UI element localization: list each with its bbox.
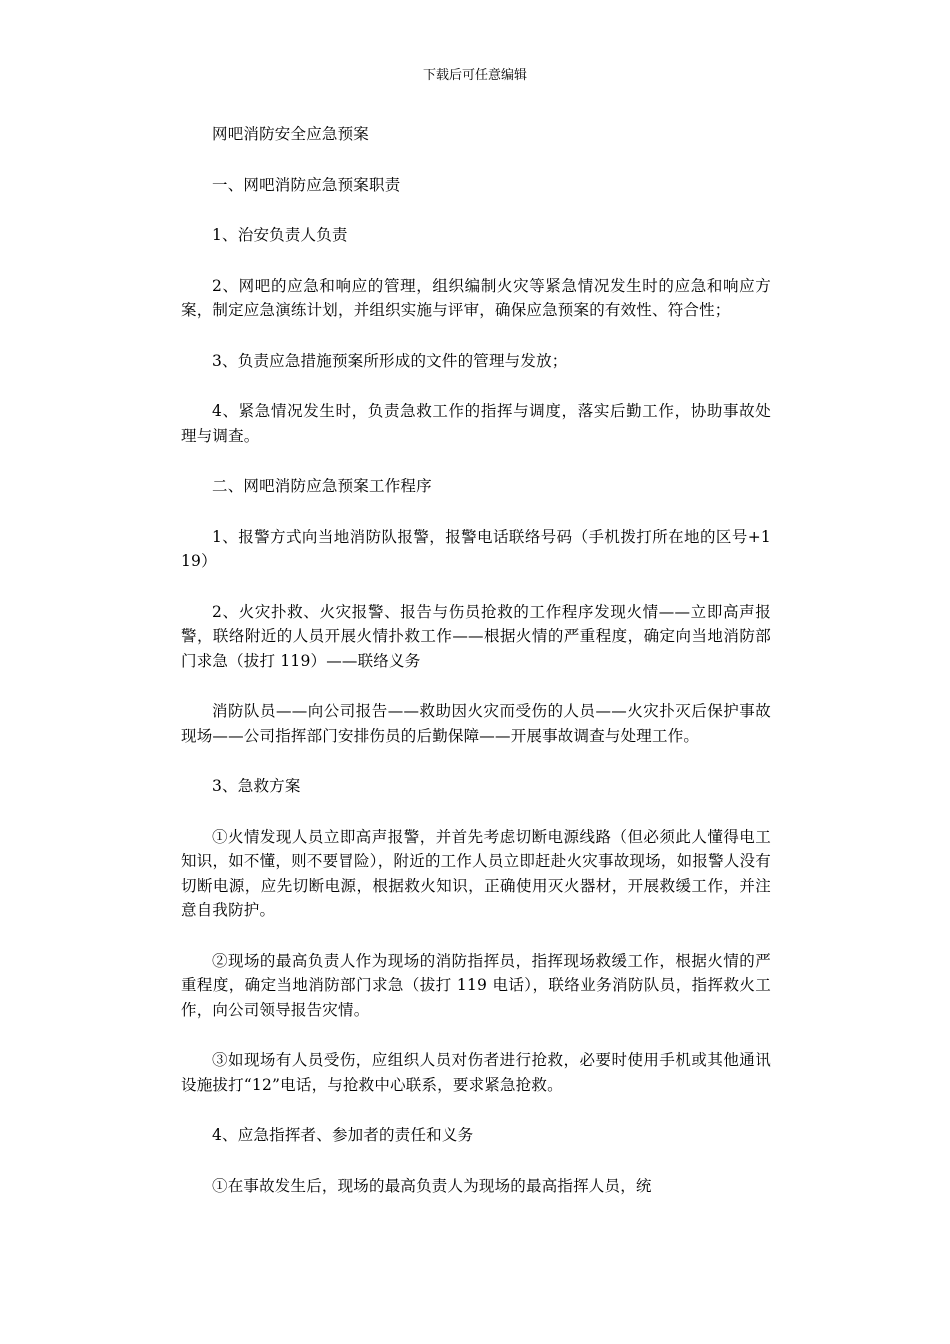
section-heading-1: 一、网吧消防应急预案职责: [212, 175, 401, 194]
document-body: [181, 122, 771, 1224]
paragraph: ①在事故发生后，现场的最高负责人为现场的最高指挥人员，统: [212, 1176, 652, 1195]
paragraph: 2、火灾扑救、火灾报警、报告与伤员抢救的工作程序发现火情——立即高声报警，联络附近的人员开展火情扑救工作——根据火情的严重程度，确定向当地消防部门求急（拔打 119）——联络义务: [181, 602, 771, 670]
paragraph: 2、网吧的应急和响应的管理，组织编制火灾等紧急情况发生时的应急和响应方案，制定应急演练计划，并组织实施与评审，确保应急预案的有效性、符合性；: [181, 276, 771, 319]
paragraph: 1、治安负责人负责: [212, 226, 348, 244]
paragraph: 4、紧急情况发生时，负责急救工作的指挥与调度，落实后勤工作，协助事故处理与调查。: [181, 402, 771, 445]
subsection-heading: 3、急救方案: [212, 777, 301, 795]
subsection-heading: 4、应急指挥者、参加者的责任和义务: [212, 1126, 474, 1144]
paragraph: ③如现场有人员受伤，应组织人员对伤者进行抢救，必要时使用手机或其他通讯设施拔打“12”电话，与抢救中心联系，要求紧急抢救。: [181, 1051, 771, 1094]
paragraph: ①火情发现人员立即高声报警，并首先考虑切断电源线路（但必须此人懂得电工知识，如不懂，则不要冒险），附近的工作人员立即赶赴火灾事故现场，如报警人没有切断电源，应先切断电源，根据救火知识，正确使用灭火器材，开展救缓工作，并注意自我防护。: [181, 827, 771, 919]
section-heading-2: 二、网吧消防应急预案工作程序: [212, 477, 432, 495]
document-title: 网吧消防安全应急预案: [212, 125, 370, 143]
paragraph: ②现场的最高负责人作为现场的消防指挥员，指挥现场救缓工作，根据火情的严重程度，确定当地消防部门求急（拔打 119 电话），联络业务消防队员，指挥救火工作，向公司领导报告灾情。: [181, 951, 771, 1019]
paragraph: 3、负责应急措施预案所形成的文件的管理与发放；: [212, 351, 568, 370]
paragraph: 消防队员——向公司报告——救助因火灾而受伤的人员——火灾扑灭后保护事故现场——公司指挥部门安排伤员的后勤保障——开展事故调查与处理工作。: [181, 702, 771, 745]
page-header-note: 下载后可任意编辑: [422, 68, 527, 83]
paragraph: 1、报警方式向当地消防队报警，报警电话联络号码（手机拨打所在地的区号+119）: [181, 527, 771, 570]
